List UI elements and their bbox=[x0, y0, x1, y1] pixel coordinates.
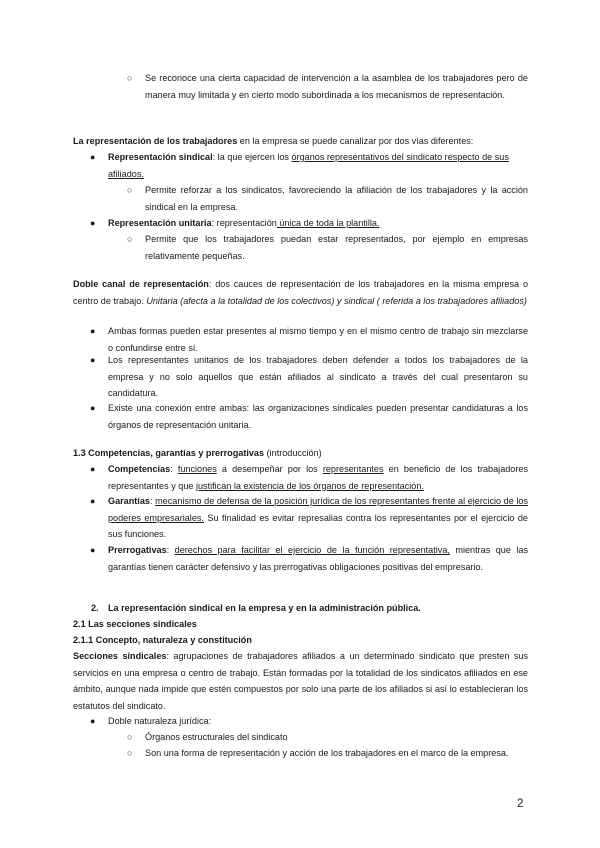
section-heading-2-1-1: 2.1.1 Concepto, naturaleza y constitución bbox=[73, 635, 252, 645]
bullet-icon: ● bbox=[90, 152, 96, 162]
hollow-bullet-icon: ○ bbox=[127, 185, 133, 195]
section-heading-2: La representación sindical en la empresa y en la administración pública. bbox=[108, 603, 421, 613]
prerrogativas-item: Prerrogativas: derechos para facilitar el ejercicio de la función representativa, mientras que las garantías tienen carácter defensivo y las prerrogativas obligaciones positivas del empresario. bbox=[108, 545, 528, 572]
bullet-icon: ● bbox=[90, 545, 96, 555]
rep-unitaria-sub: Permite que los trabajadores puedan estar representados, por ejemplo en empresas relativamente pequeñas. bbox=[145, 234, 528, 261]
doble-naturaleza-item: Doble naturaleza jurídica: bbox=[108, 716, 212, 726]
doble-canal-bullet: Ambas formas pueden estar presentes al mismo tiempo y en el mismo centro de trabajo sin mezclarse o confundirse entre sí. bbox=[108, 326, 528, 353]
bullet-icon: ● bbox=[90, 218, 96, 228]
bullet-icon: ● bbox=[90, 403, 96, 413]
doble-canal-bullet: Los representantes unitarios de los trabajadores deben defender a todos los trabajadores de la empresa y no solo aquellos que están afiliados al sindicato a través del cual presentaron su candidatura. bbox=[108, 355, 528, 398]
competencias-item: Competencias: funciones a desempeñar por los representantes en beneficio de los trabajadores representantes y que justifican la existencia de los órganos de representación. bbox=[108, 464, 528, 491]
hollow-bullet-icon: ○ bbox=[127, 234, 133, 244]
bullet-icon: ● bbox=[90, 496, 96, 506]
secciones-paragraph: Secciones sindicales: agrupaciones de trabajadores afiliados a un determinado sindicato que presten sus servicios en una empresa o centro de trabajo. Están formadas por la totalidad de los sindicatos afiliados en ese ámbito, aunque nada impide que estén compuestos por solo una parte de los afiliados si así lo establecieran los estatutos del sindicato. bbox=[73, 651, 528, 711]
doble-canal-paragraph: Doble canal de representación: dos cauces de representación de los trabajadores en la misma empresa o centro de trabajo. Unitaria (afecta a la totalidad de los colectivos) y sindical ( referida a los trabajadores afiliados) bbox=[73, 279, 529, 306]
rep-sindical-item: Representación sindical: la que ejercen los órganos representativos del sindicato respecto de sus afiliados. bbox=[108, 152, 509, 179]
bullet-icon: ● bbox=[90, 355, 96, 365]
section-heading-1-3: 1.3 Competencias, garantías y prerrogativas (introducción) bbox=[73, 448, 322, 458]
doble-naturaleza-sub: Órganos estructurales del sindicato bbox=[145, 732, 288, 742]
bullet-icon: ● bbox=[90, 326, 96, 336]
page-number: 2 bbox=[517, 798, 524, 810]
bullet-icon: ● bbox=[90, 464, 96, 474]
hollow-bullet-icon: ○ bbox=[127, 748, 133, 758]
section-number-2: 2. bbox=[91, 603, 99, 613]
doble-canal-bullet: Existe una conexión entre ambas: las organizaciones sindicales pueden presentar candidaturas a los órganos de representación unitaria. bbox=[108, 403, 528, 430]
sub-bullet-text: Se reconoce una cierta capacidad de intervención a la asamblea de los trabajadores pero de manera muy limitada y en cierto modo subordinada a los mecanismos de representación. bbox=[145, 73, 528, 100]
hollow-bullet-icon: ○ bbox=[127, 73, 133, 83]
representation-intro: La representación de los trabajadores en la empresa se puede canalizar por dos vías diferentes: bbox=[73, 136, 474, 146]
doble-naturaleza-sub: Son una forma de representación y acción de los trabajadores en el marco de la empresa. bbox=[145, 748, 509, 758]
garantias-item: Garantías: mecanismo de defensa de la posición jurídica de los representantes frente al ejercicio de los poderes empresariales. Su finalidad es evitar represalias contra los representantes por el ejercicio de sus funciones. bbox=[108, 496, 528, 539]
hollow-bullet-icon: ○ bbox=[127, 732, 133, 742]
rep-sindical-sub: Permite reforzar a los sindicatos, favoreciendo la afiliación de los trabajadores y la acción sindical en la empresa. bbox=[145, 185, 528, 212]
bullet-icon: ● bbox=[90, 716, 96, 726]
rep-unitaria-item: Representación unitaria: representación única de toda la plantilla. bbox=[108, 218, 380, 228]
section-heading-2-1: 2.1 Las secciones sindicales bbox=[73, 619, 197, 629]
